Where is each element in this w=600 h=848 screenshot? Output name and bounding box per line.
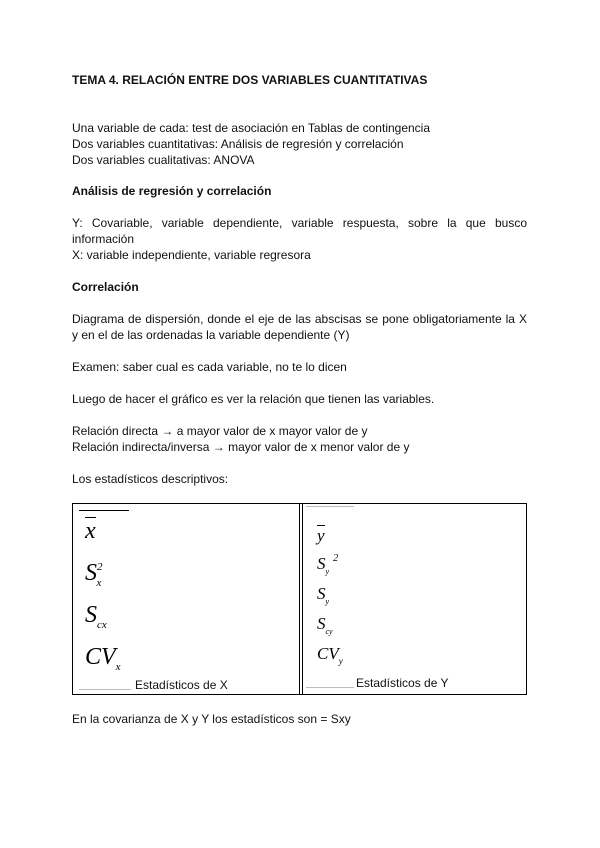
y-variance-symbol: $S_y^2$ <box>317 553 339 576</box>
section-heading-correlacion: Correlación <box>72 280 139 294</box>
x-definition: X: variable independiente, variable regresora <box>72 248 311 262</box>
x-cv-symbol: $CV_x$ <box>85 644 121 673</box>
cell-top-rule <box>79 510 129 511</box>
table-divider-inner <box>302 504 303 694</box>
table-divider <box>299 504 300 694</box>
x-sd-symbol: $S_{cx}$ <box>85 602 107 631</box>
covariance-note: En la covarianza de X y Y los estadísticos son = Sxy <box>72 712 351 726</box>
y-definition-line-1: Y: Covariable, variable dependiente, variable respuesta, sobre la que busco <box>72 216 527 230</box>
y-definition-line-2: información <box>72 232 135 246</box>
direct-relation: Relación directa → a mayor valor de x mayor valor de y <box>72 424 368 438</box>
section-heading-regresion: Análisis de regresión y correlación <box>72 184 272 198</box>
y-se-symbol: $S_{cy}$ <box>317 614 333 636</box>
intro-line-3: Dos variables cualitativas: ANOVA <box>72 153 255 167</box>
statistics-table <box>72 503 527 695</box>
x-variance-symbol: $S^2_x$ <box>85 560 103 589</box>
y-mean-symbol: y <box>317 526 325 545</box>
x-mean-symbol: x <box>85 518 96 544</box>
intro-line-1: Una variable de cada: test de asociación en Tablas de contingencia <box>72 121 431 135</box>
y-cv-symbol: $CV_y$ <box>317 644 343 666</box>
cell-top-rule <box>306 506 354 507</box>
caption-rule <box>79 689 131 690</box>
y-sd-symbol: $S_y$ <box>317 584 330 606</box>
descriptive-intro: Los estadísticos descriptivos: <box>72 472 229 486</box>
x-statistics-caption: Estadísticos de X <box>135 678 228 692</box>
page-title: TEMA 4. RELACIÓN ENTRE DOS VARIABLES CUANTITATIVAS <box>72 73 428 87</box>
scatter-paragraph-line-2: y en el de las ordenadas la variable dependiente (Y) <box>72 328 350 342</box>
caption-rule <box>306 687 354 688</box>
graph-note: Luego de hacer el gráfico es ver la relación que tienen las variables. <box>72 392 435 406</box>
exam-note: Examen: saber cual es cada variable, no te lo dicen <box>72 360 347 374</box>
y-statistics-caption: Estadísticos de Y <box>356 676 449 690</box>
intro-line-2: Dos variables cuantitativas: Análisis de regresión y correlación <box>72 137 404 151</box>
inverse-relation: Relación indirecta/inversa → mayor valor de x menor valor de y <box>72 440 410 454</box>
scatter-paragraph-line-1: Diagrama de dispersión, donde el eje de las abscisas se pone obligatoriamente la X <box>72 312 527 326</box>
